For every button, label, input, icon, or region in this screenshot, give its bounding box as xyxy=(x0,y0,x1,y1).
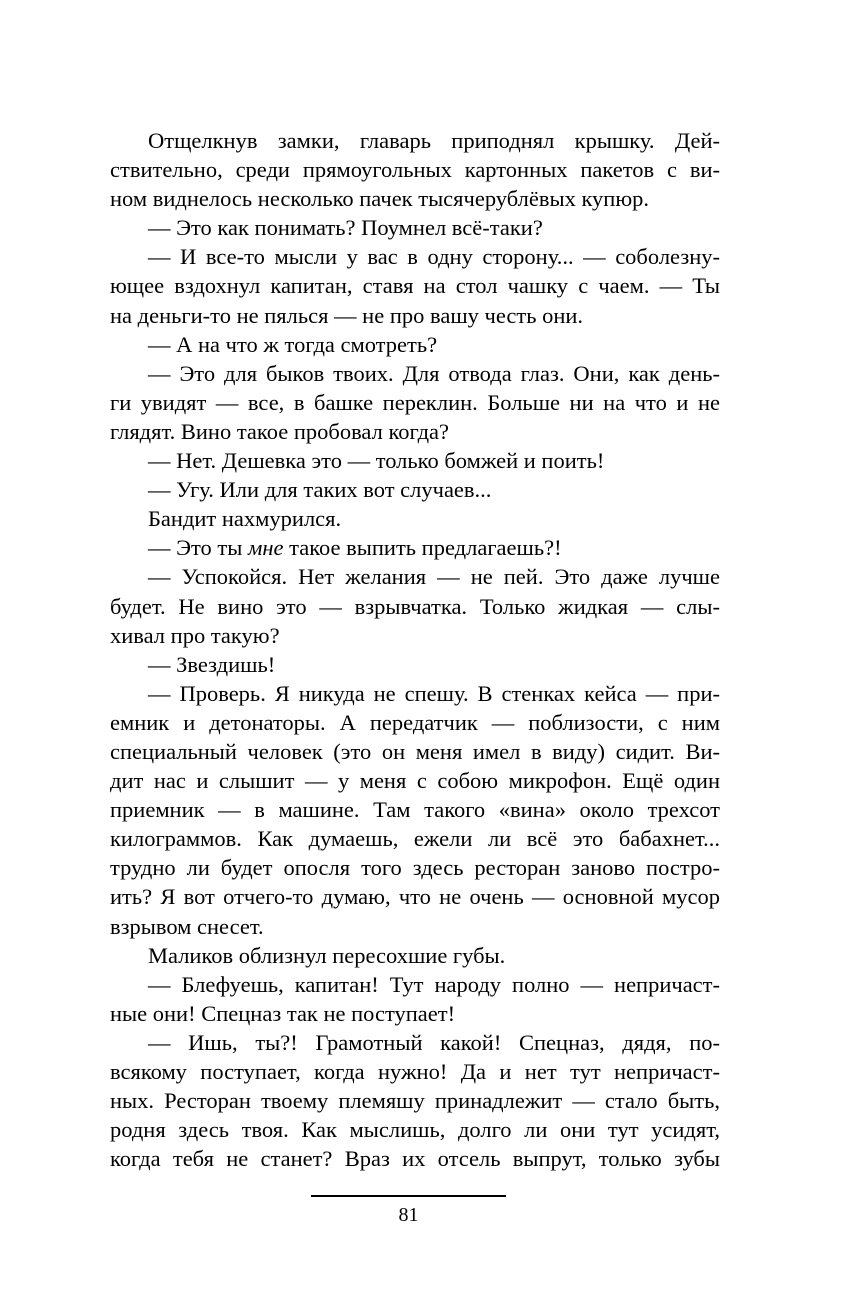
footer-rule xyxy=(311,1195,506,1197)
text-line: — Звездишь! xyxy=(148,651,276,677)
text-line: Отщелкнув замки, главарь приподнял крышку. Дей- xyxy=(148,128,720,153)
text-line: — Это для быков твоих. Для отвода глаз. Они, как день- xyxy=(148,360,720,386)
text-segment: — Это ты xyxy=(148,535,248,561)
text-line: специальный человек (это он меня имел в виду) сидит. Ви- xyxy=(110,738,720,764)
text-line: — Ишь, ты?! Грамотный какой! Спецназ, дядя, по- xyxy=(148,1029,720,1055)
text-line: будет. Не вино это — взрывчатка. Только жидкая — слы- xyxy=(110,593,720,619)
text-line: ном виднелось несколько пачек тысячерублёвых купюр. xyxy=(110,186,650,212)
text-line: всякому поступает, когда нужно! Да и нет тут непричаст- xyxy=(110,1059,720,1084)
text-line: ить? Я вот отчего-то думаю, что не очень — основной мусор xyxy=(110,884,720,910)
text-line: глядят. Вино такое пробовал когда? xyxy=(110,418,450,444)
text-line: когда тебя не станет? Враз их отсель выпрут, только зубы xyxy=(110,1146,720,1172)
text-line: на деньги-то не пялься — не про вашу честь они. xyxy=(110,302,584,328)
text-line: — А на что ж тогда смотреть? xyxy=(148,331,438,357)
text-line: — Угу. Или для таких вот случаев... xyxy=(148,477,492,503)
text-line: родня здесь твоя. Как мыслишь, долго ли они тут усидят, xyxy=(110,1117,720,1143)
text-line: — Успокойся. Нет желания — не пей. Это даже лучше xyxy=(148,564,720,590)
text-line: — И все-то мысли у вас в одну сторону... — соболезну- xyxy=(148,244,720,270)
text-line: взрывом снесет. xyxy=(110,913,264,939)
text-line: — Это как понимать? Поумнел всё-таки? xyxy=(148,215,543,241)
text-line: ные они! Спецназ так не поступает! xyxy=(110,1000,456,1026)
text-line: — Блефуешь, капитан! Тут народу полно — непричаст- xyxy=(148,971,720,997)
text-segment: такое выпить предлагаешь?! xyxy=(283,535,562,561)
page-text xyxy=(110,126,720,1173)
text-line: хивал про такую? xyxy=(110,622,280,648)
text-line: килограммов. Как думаешь, ежели ли всё это бабахнет... xyxy=(110,826,720,852)
text-line: ствительно, среди прямоугольных картонных пакетов с ви- xyxy=(110,157,720,183)
page-number: 81 xyxy=(398,1204,419,1226)
text-line: — Проверь. Я никуда не спешу. В стенках кейса — при- xyxy=(148,680,720,706)
italic-word: мне xyxy=(247,535,284,561)
text-line: дит нас и слышит — у меня с собою микрофон. Ещё один xyxy=(110,768,720,794)
text-line: емник и детонаторы. А передатчик — поблизости, с ним xyxy=(110,709,720,735)
text-line: ющее вздохнул капитан, ставя на стол чашку с чаем. — Ты xyxy=(110,273,720,299)
text-line xyxy=(110,533,720,562)
text-line: ги увидят — все, в башке переклин. Больше ни на что и не xyxy=(110,389,720,415)
text-line: Маликов облизнул пересохшие губы. xyxy=(148,942,506,968)
text-line: приемник — в машине. Там такого «вина» около трехсот xyxy=(110,797,720,823)
text-line: ных. Ресторан твоему племяшу принадлежит — стало быть, xyxy=(110,1088,720,1114)
text-line: трудно ли будет опосля того здесь ресторан заново постро- xyxy=(110,855,720,881)
text-line: — Нет. Дешевка это — только бомжей и поить! xyxy=(148,448,605,474)
text-line: Бандит нахмурился. xyxy=(148,506,342,532)
